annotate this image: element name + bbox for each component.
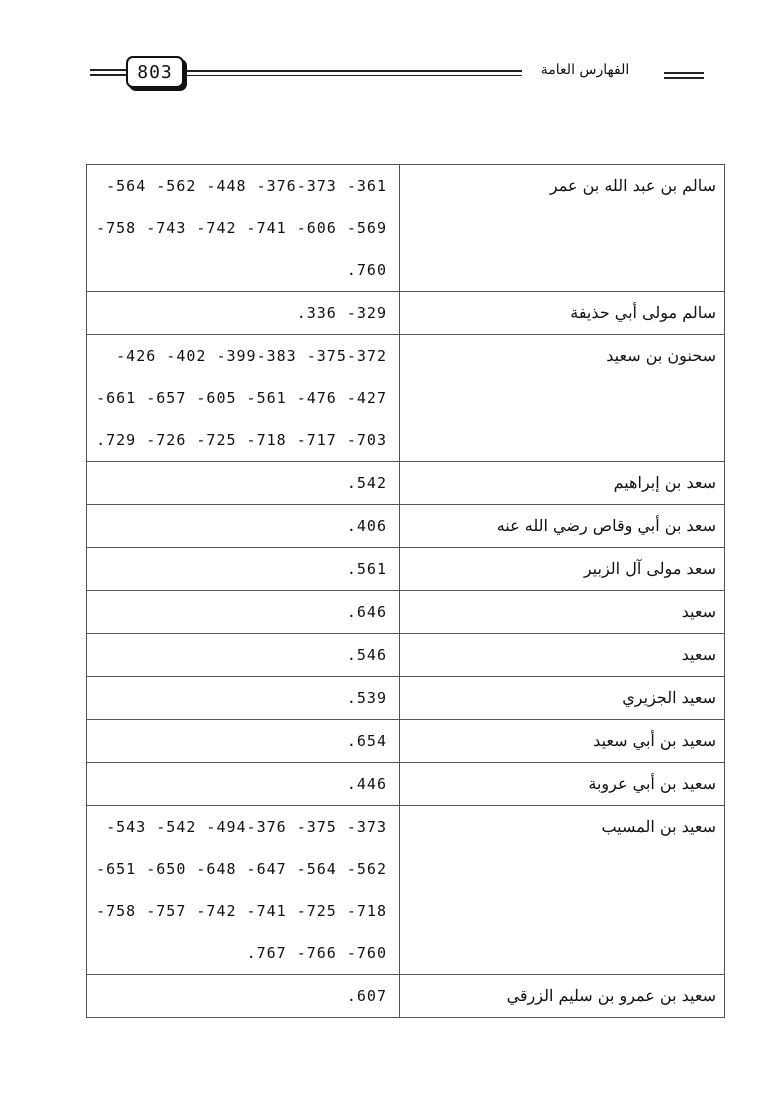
page-references: [87, 462, 400, 505]
page-reference-line: -543 -542 -494-376 -375 -373: [106, 818, 387, 836]
page-references: [87, 335, 400, 462]
page-reference-line: -426 -402 -399-383 -375-372: [116, 347, 387, 365]
page-reference-line: .607: [346, 987, 387, 1005]
index-row: [87, 165, 725, 292]
person-name: سعيد: [400, 634, 725, 677]
index-row: [87, 548, 725, 591]
index-row: [87, 505, 725, 548]
person-name: سعيد بن أبي عروبة: [400, 763, 725, 806]
person-name: سحنون بن سعيد: [400, 335, 725, 462]
index-table-body: [87, 165, 725, 1018]
page-references: [87, 975, 400, 1018]
page-reference-line: .767 -766 -760: [246, 944, 387, 962]
page-references: [87, 806, 400, 975]
index-row: [87, 677, 725, 720]
page-references: [87, 591, 400, 634]
page-reference-line: .336 -329: [296, 304, 387, 322]
page-references: [87, 505, 400, 548]
page-reference-line: .561: [346, 560, 387, 578]
page-references: [87, 548, 400, 591]
index-table: [86, 164, 725, 1018]
person-name: سعيد بن عمرو بن سليم الزرقي: [400, 975, 725, 1018]
index-row: [87, 975, 725, 1018]
index-row: [87, 806, 725, 975]
header-rule-left: [90, 69, 130, 76]
page-reference-line: .729 -726 -725 -718 -717 -703: [96, 431, 387, 449]
index-row: [87, 634, 725, 677]
page-references: [87, 720, 400, 763]
page-references: [87, 292, 400, 335]
page-reference-line: .760: [346, 261, 387, 279]
page-reference-line: .654: [346, 732, 387, 750]
person-name: سعد بن إبراهيم: [400, 462, 725, 505]
page-reference-line: -661 -657 -605 -561 -476 -427: [96, 389, 387, 407]
person-name: سعيد بن أبي سعيد: [400, 720, 725, 763]
index-row: [87, 763, 725, 806]
person-name: سالم مولى أبي حذيفة: [400, 292, 725, 335]
person-name: سعيد: [400, 591, 725, 634]
index-row: [87, 720, 725, 763]
page-reference-line: .646: [346, 603, 387, 621]
header-rule-right: [664, 72, 704, 79]
person-name: سعد بن أبي وقاص رضي الله عنه: [400, 505, 725, 548]
person-name: سعيد الجزيري: [400, 677, 725, 720]
page-reference-line: -651 -650 -648 -647 -564 -562: [96, 860, 387, 878]
page-reference-line: .542: [346, 474, 387, 492]
person-name: سعيد بن المسيب: [400, 806, 725, 975]
running-title: الفهارس العامة: [540, 62, 630, 78]
index-row: [87, 335, 725, 462]
page-references: [87, 634, 400, 677]
index-row: [87, 591, 725, 634]
page-references: [87, 165, 400, 292]
person-name: سعد مولى آل الزبير: [400, 548, 725, 591]
page-reference-line: .539: [346, 689, 387, 707]
page-number: 803: [126, 56, 184, 88]
page-references: [87, 677, 400, 720]
page-reference-line: -758 -743 -742 -741 -606 -569: [96, 219, 387, 237]
header-rule-middle: [186, 70, 522, 76]
page-reference-line: .446: [346, 775, 387, 793]
page-reference-line: -758 -757 -742 -741 -725 -718: [96, 902, 387, 920]
page-reference-line: .406: [346, 517, 387, 535]
page-reference-line: .546: [346, 646, 387, 664]
person-name: سالم بن عبد الله بن عمر: [400, 165, 725, 292]
page-reference-line: -564 -562 -448 -376-373 -361: [106, 177, 387, 195]
index-row: [87, 292, 725, 335]
index-row: [87, 462, 725, 505]
page-references: [87, 763, 400, 806]
